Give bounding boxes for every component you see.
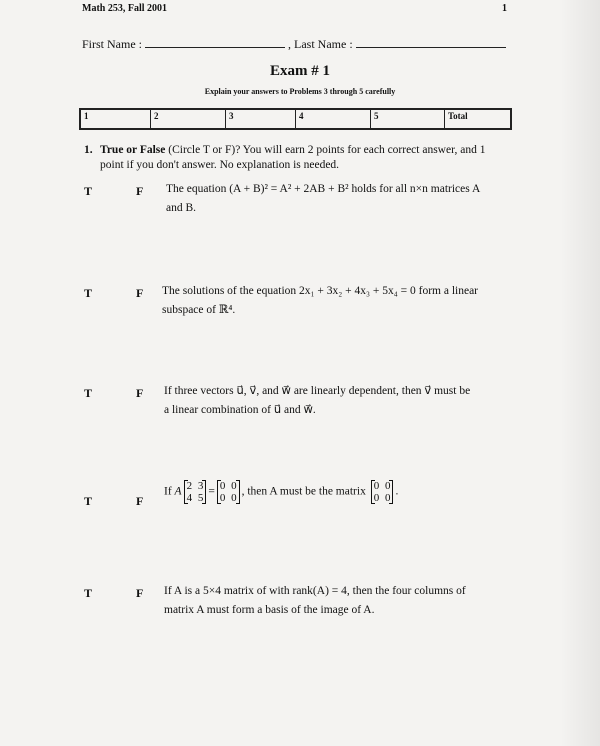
- statement-5-line-2: matrix A must form a basis of the image of A.: [164, 604, 375, 616]
- question-1-intro: [84, 143, 504, 173]
- zero-matrix-1: 0 0 0 0: [217, 480, 240, 504]
- score-cell-3: 3: [226, 110, 296, 128]
- last-name-blank[interactable]: [356, 37, 506, 48]
- course-header: Math 253, Fall 2001: [82, 3, 167, 14]
- question-number: 1.: [84, 144, 93, 156]
- statement-4-middle: , then A must be the matrix: [241, 485, 366, 498]
- score-cell-1: 1: [81, 110, 151, 128]
- statement-1-line-1: The equation (A + B)² = A² + 2AB + B² holds for all n×n matrices A: [166, 183, 481, 195]
- name-fields: [82, 37, 506, 52]
- score-cell-4: 4: [296, 110, 371, 128]
- true-option-3[interactable]: T: [84, 386, 93, 400]
- statement-4: [164, 480, 464, 504]
- false-option-1[interactable]: F: [136, 184, 144, 198]
- score-cell-total: Total: [448, 111, 468, 121]
- false-option-5[interactable]: F: [136, 586, 144, 600]
- statement-2-line-1: The solutions of the equation 2x₁ + 3x₂ + 4x₃ + 5x₄ = 0 form a linear: [162, 285, 479, 297]
- score-cell-5: 5: [371, 110, 445, 128]
- page-number: 1: [502, 3, 507, 14]
- question-1-bold: True or False: [100, 144, 166, 156]
- statement-4-matrix-a: A: [174, 485, 182, 498]
- statement-4-if: If: [164, 485, 172, 498]
- score-table: [79, 108, 512, 130]
- statement-3: [164, 382, 494, 420]
- statement-2: [162, 282, 492, 320]
- true-option-5[interactable]: T: [84, 586, 93, 600]
- statement-1: [166, 180, 496, 218]
- question-1-text: (Circle T or F)? You will earn 2 points for each correct answer, and 1 point if you don't answer. No explanation is needed.: [100, 144, 486, 171]
- statement-4-equals: =: [208, 485, 215, 498]
- first-name-blank[interactable]: [145, 37, 285, 48]
- statement-4-period: .: [395, 485, 399, 498]
- statement-5-line-1: If A is a 5×4 matrix of with rank(A) = 4, then the four columns of: [164, 585, 466, 597]
- first-name-label: First Name :: [82, 37, 142, 51]
- true-option-4[interactable]: T: [84, 494, 93, 508]
- score-cell-2: 2: [151, 110, 226, 128]
- statement-3-line-1: If three vectors u⃗, v⃗, and w⃗ are linearly dependent, then v⃗ must be: [164, 385, 471, 397]
- false-option-3[interactable]: F: [136, 386, 144, 400]
- true-option-1[interactable]: T: [84, 184, 93, 198]
- true-option-2[interactable]: T: [84, 286, 93, 300]
- matrix-2345: 2 3 4 5: [184, 480, 207, 504]
- statement-5: [164, 582, 494, 620]
- statement-1-line-2: and B.: [166, 202, 197, 214]
- exam-instructions: Explain your answers to Problems 3 through 5 carefully: [204, 87, 396, 96]
- statement-3-line-2: a linear combination of u⃗ and w⃗.: [164, 404, 316, 416]
- false-option-4[interactable]: F: [136, 494, 144, 508]
- zero-matrix-2: 0 0 0 0: [371, 480, 394, 504]
- statement-2-line-2: subspace of ℝ⁴.: [162, 304, 236, 316]
- scan-shadow: [560, 0, 600, 746]
- exam-title: Exam # 1: [270, 63, 330, 79]
- last-name-label: , Last Name :: [288, 37, 353, 51]
- false-option-2[interactable]: F: [136, 286, 144, 300]
